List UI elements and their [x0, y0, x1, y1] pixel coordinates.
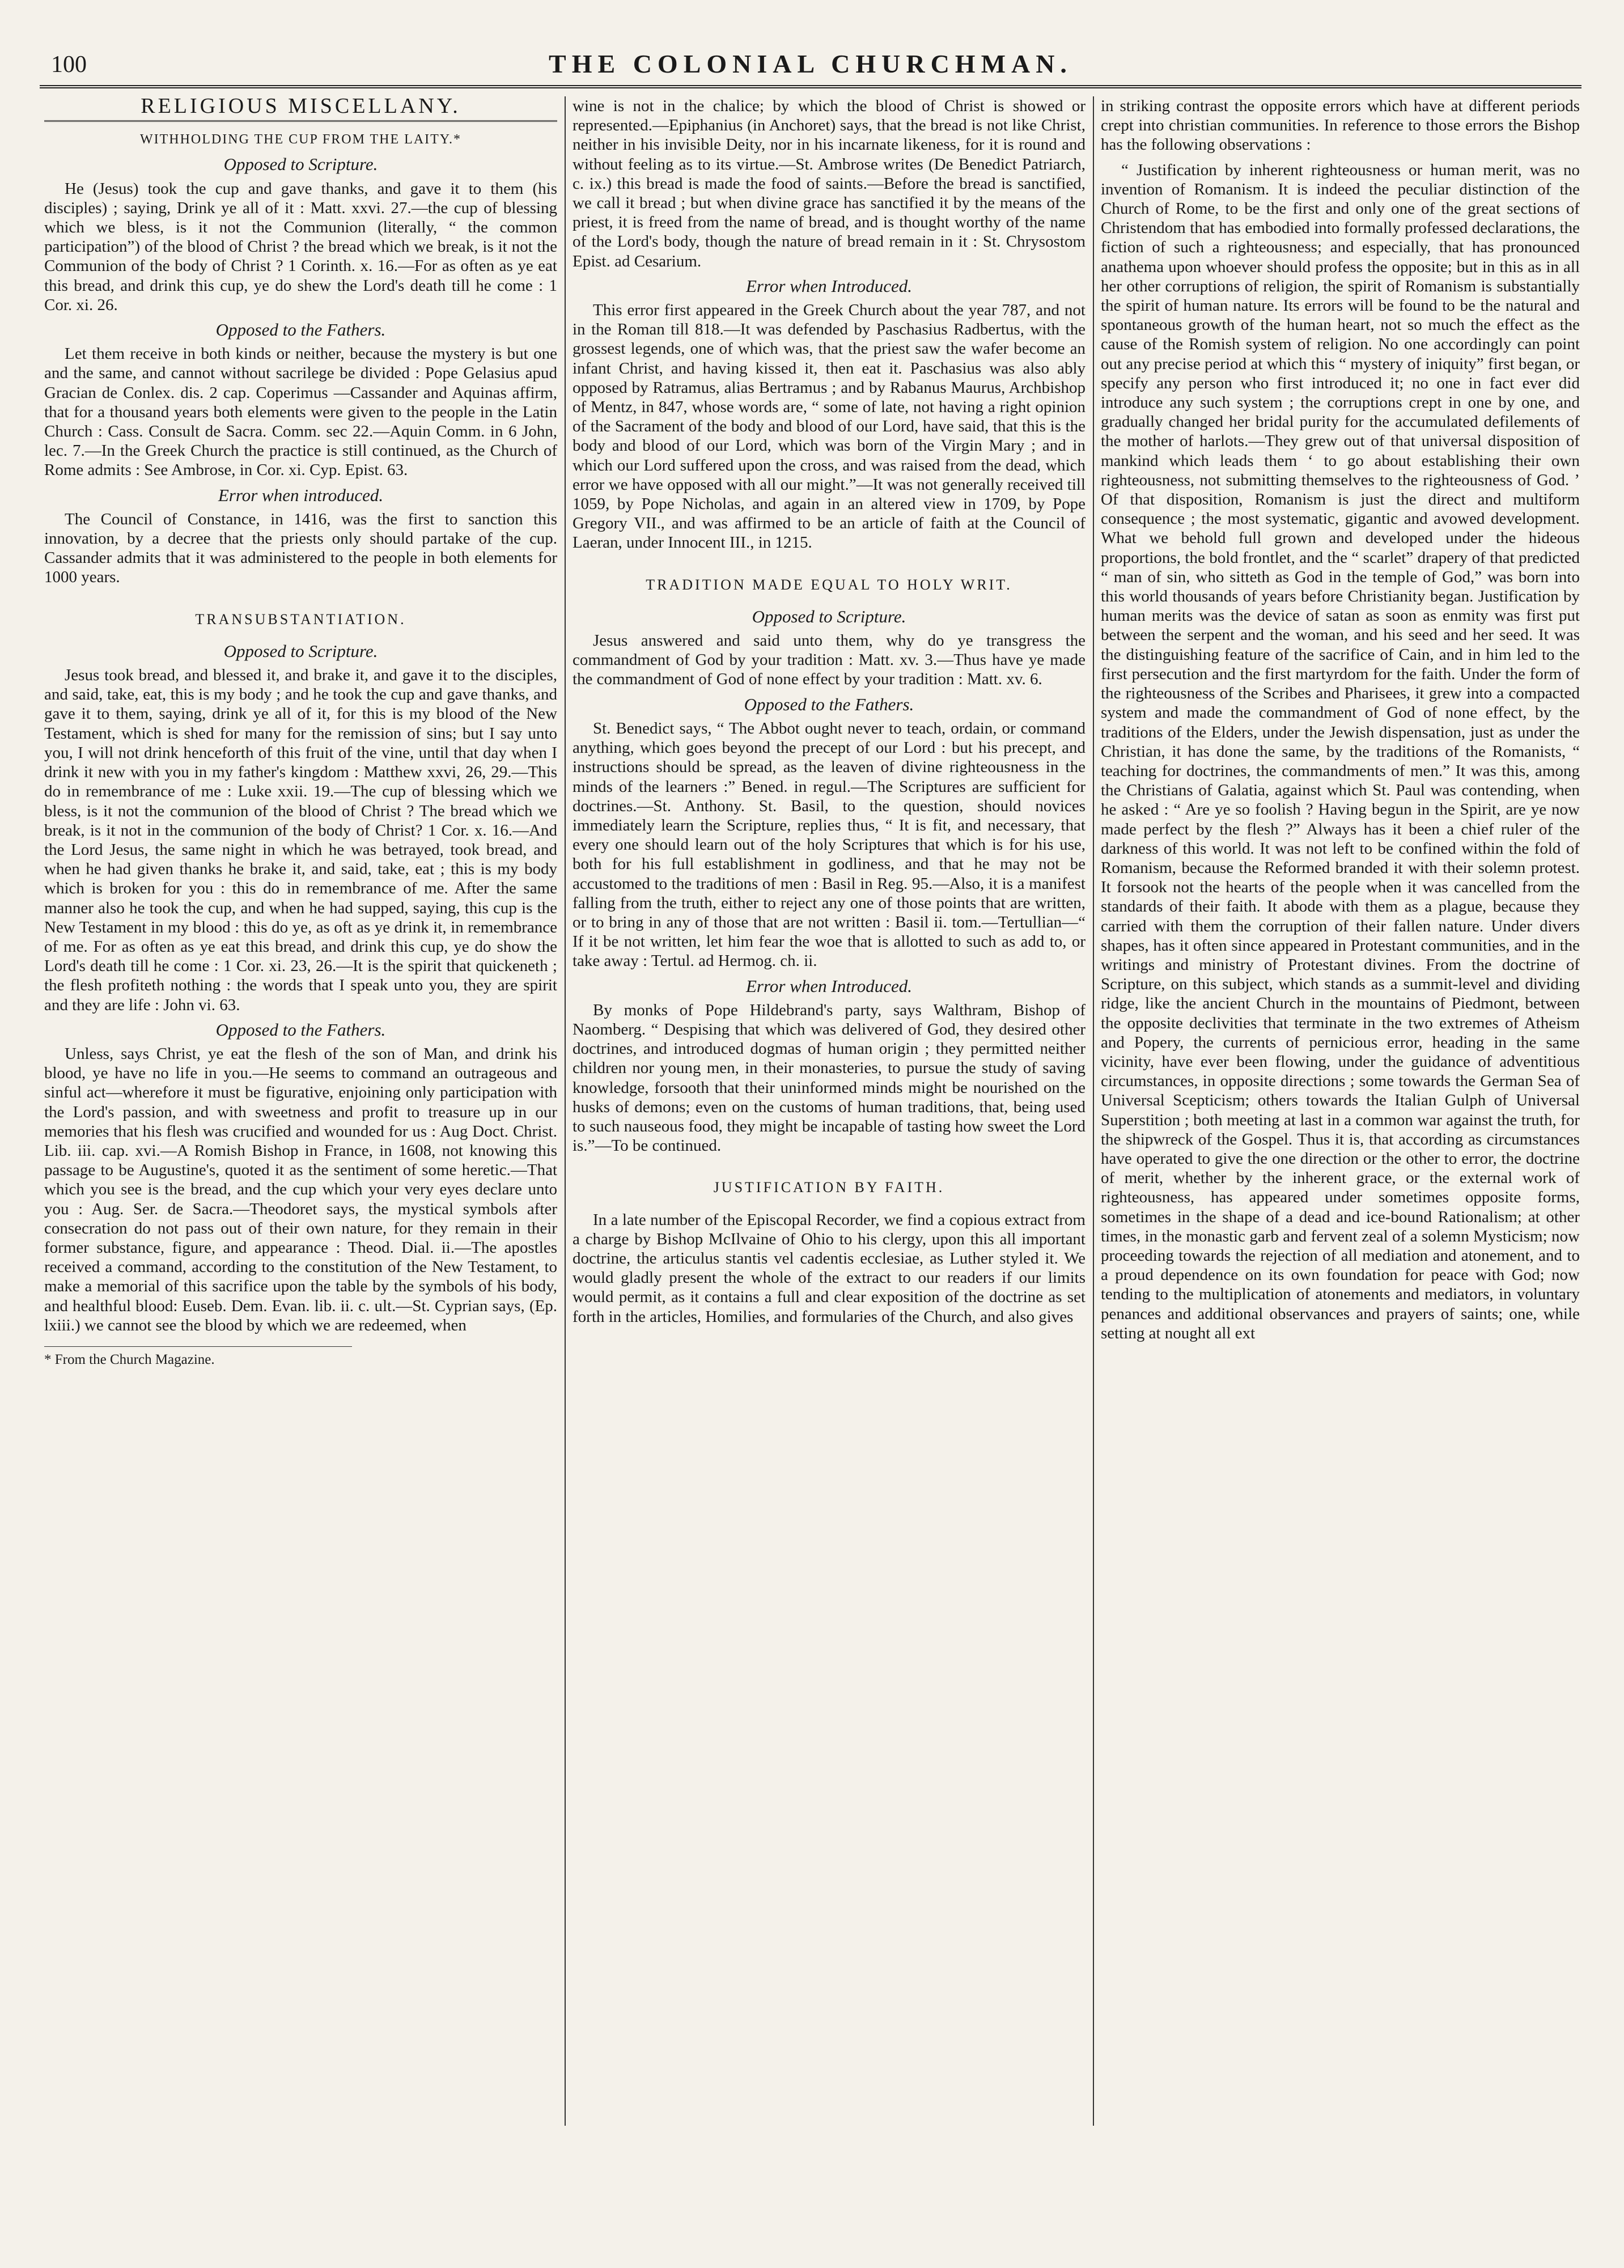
subheading: Opposed to Scripture. [223, 154, 378, 175]
column-2 [573, 96, 1086, 2228]
subheading: Opposed to the Fathers. [215, 320, 386, 340]
subheading: Error when Introduced. [745, 976, 913, 996]
column-divider [565, 96, 566, 2126]
subheading: Opposed to the Fathers. [215, 1019, 386, 1040]
paper-title: THE COLONIAL CHURCHMAN. [549, 49, 1072, 78]
section-title: RELIGIOUS MISCELLANY. [44, 96, 557, 122]
column-divider [1093, 96, 1094, 2126]
paragraph: Unless, says Christ, ye eat the flesh of the son of Man, and drink his blood, ye have no life in you.—He seems to command an outrageous and sinful act—wherefore it must be figurative, enjoining only participation with the Lord's passion, and with sweetness and profit to treasure up in our memories that his flesh was crucified and wounded for us : Aug Doct. Christ. Lib. iii. cap. xvi.—A Romish Bishop in France, in 1608, not knowing this passage to be Augustine's, quoted it as the sentiment of some heretic.—That which you see is the bread, and the cup which your very eyes declare unto you : Aug. Ser. de Sacra.—Theodoret says, the mystical symbols after consecration do not pass out of their own nature, for they remain in their former substance, figure, and appearance : Theod. Dial. ii.—The apostles received a command, according to the constitution of the New Testament, to make a memorial of this sacrifice upon the table by the symbols of his body, and healthful blood: Euseb. Dem. Evan. lib. ii. c. ult.—St. Cyprian says, (Ep. lxiii.) we cannot see the blood by which we are redeemed, when [44, 1044, 557, 1334]
subheading: Error when introduced. [218, 485, 384, 505]
article-subhead: WITHHOLDING THE CUP FROM THE LAITY.* [139, 132, 462, 147]
paragraph: “ Justification by inherent righteousness or human merit, was no invention of Romanism. It is indeed the peculiar distinction of the Church of Rome, to be the first and only one of the great sections of Christendom that has embodied into formally professed declarations, the fiction of such a righteousness; and especially, that has pronounced anathema upon whoever should profess the opposite; but in this as in all her other corruptions of religion, the spirit of Romanism is substantially the spirit of human nature. Its errors will be found to be the natural and spontaneous growth of the human heart, not so much the effect as the cause of the Romish system of religion. No one accordingly can point out any precise period at which this “ mystery of iniquity” first began, or specify any person who first introduced it; no one in fact ever did introduce any such system ; the corruptions crept in one by one, and gradually changed her bridal purity for the accumulated defilements of the mother of harlots.—They grew out of that universal disposition of mankind which leads them ‘ to go about establishing their own righteousness, not submitting themselves to the righteousness of God. ’ Of that disposition, Romanism is just the direct and multiform consequence ; the most systematic, gigantic and avowed development. What we behold full grown and developed under the hideous proportions, the bold frontlet, and the “ scarlet” drapery of that predicted “ man of sin, who sitteth as God in the temple of God,” was born into this world thousands of years before Christianity began. Justification by human merits was the device of satan as soon as enmity was first put between the serpent and the woman, and his seed and her seed. It was the distinguishing feature of the sacrifice of Cain, and in him led to the first persecution and the first martyrdom for the faith. Under the form of the righteousness of the Scribes and Pharisees, it grew into a compacted system and made the commandment of God of none effect, by the traditions of the Elders, under the Jewish dispensation, just as under the Christian, it has done the same, by the traditions of the Romanists, “ teaching for doctrines, the commandments of men.” It was this, among the Christians of Galatia, against which St. Paul was contending, when he asked : “ Are ye so foolish ? Having begun in the Spirit, are ye now made perfect by the flesh ?” Always has it been a chief ruler of the darkness of this world. It was not left to be confined within the fold of Romanism, because the Reformed branded it with their solemn protest. It forsook not the hearts of the people when it was cancelled from the standards of their faith. It abode with them as a plague, because they carried with them the corruption of their fallen nature. Under divers shapes, has it often since appeared in Protestant communities, and in the writings and ministry of Protestant divines. From the doctrine of Scripture, on this subject, which stands as a summit-level and dividing ridge, like the ancient Church in the mountains of Piedmont, between the opposite declivities that terminate in the two extremes of Atheism and Popery, the currents of pernicious error, heading in the same vicinity, have ever been flowing, under the guidance of adventitious circumstances, in opposite directions ; some towards the German Sea of Universal Scepticism; others towards the Italian Gulph of Universal Superstition ; both meeting at last in a common war against the truth, for the shipwreck of the Gospel. Thus it is, that according as circumstances have operated to give the one direction or the other to error, the doctrine of merit, whether by the inherent grace, or the external work of righteousness, has appeared under sometimes opposite forms, sometimes in the shape of a dead and ice-bound Rationalism; at other times, in the monastic garb and fervent zeal of a solemn Mysticism; now proceeding towards the rejection of all mediation and atonement, and to a proud dependence on its own foundation for peace with God; now tending to the multiplication of atonements and mediators, in voluntary penances and additional observances and prayers of saints; one, while setting at nought all ext [1101, 160, 1580, 1342]
paragraph: The Council of Constance, in 1416, was the first to sanction this innovation, by a decree that the priests only should partake of the cup. Cassander admits that it was administered to the people in both elements for 1000 years. [44, 510, 557, 587]
section-title: JUSTIFICATION BY FAITH. [713, 1179, 945, 1196]
page-number: 100 [51, 52, 87, 78]
paragraph: Jesus took bread, and blessed it, and brake it, and gave it to the disciples, and said, take, eat, this is my body ; and he took the cup and gave thanks, and gave it to them, saying, drink ye all of it, for this is my blood of the New Testament, which is shed for many for the remission of sins; but I say unto you, I will not drink henceforth of this fruit of the vine, until that day when I drink it new with you in my father's kingdom : Matthew xxvi, 26, 29.—This do in remembrance of me : Luke xxii. 19.—The cup of blessing which we bless, is it not the communion of the blood of Christ ? The bread which we break, is it not in the communion of the body of Christ? 1 Cor. x. 16.—And the Lord Jesus, the same night in which he was betrayed, took bread, and when he had given thanks he brake it, and said, take, eat ; this is my body which is broken for you : this do in remembrance of me. After the same manner also he took the cup, and when he had supped, saying, this cup is the New Testament in my blood : this do ye, as oft as ye drink it, in remembrance of me. For as often as ye eat this bread, and drink this cup, ye do show the Lord's death till he come : 1 Cor. xi. 23, 26.—It is the spirit that quickeneth ; the flesh profiteth nothing : the words that I speak unto you, they are spirit and they are life : John vi. 63. [44, 666, 557, 1014]
paragraph: In a late number of the Episcopal Recorder, we find a copious extract from a charge by Bishop McIlvaine of Ohio to his clergy, upon this all important doctrine, the articulus stantis vel cadentis ecclesiae, as Luther styled it. We would gladly present the whole of the extract to our readers if our limits would permit, as it contains a full and clear exposition of the doctrine as set forth in the articles, Homilies, and formularies of the Church, and also gives [573, 1210, 1086, 1326]
paragraph: Jesus answered and said unto them, why do ye transgress the commandment of God by your tradition : Matt. xv. 3.—Thus have ye made the commandment of God of none effect by your tradition : Matt. xv. 6. [573, 631, 1086, 689]
masthead [40, 45, 1581, 88]
subheading: Error when Introduced. [745, 275, 913, 296]
paragraph: St. Benedict says, “ The Abbot ought never to teach, ordain, or command anything, which goes beyond the precept of our Lord : but his precept, and instructions should be spread, as the leaven of divine righteousness in the minds of the learners :” Bened. in regul.—The Scriptures are sufficient for doctrines.—St. Anthony. St. Basil, to the question, should novices immediately learn the Scripture, replies thus, “ It is fit, and necessary, that every one should learn out of the holy Scriptures that which is for his use, both for his full establishment in godliness, and that he may not be accustomed to the traditions of men : Basil in Reg. 95.—Also, it is a manifest falling from the truth, either to reject any one of those points that are written, or to bring in any of those that are not written : Basil ii. tom.—Tertullian—“ If it be not written, let him fear the woe that is allotted to such as add to, or take away : Tertul. ad Hermog. ch. ii. [573, 719, 1086, 970]
column-3 [1101, 96, 1580, 2228]
column-1 [44, 96, 557, 2228]
paragraph: This error first appeared in the Greek Church about the year 787, and not in the Roman till 818.—It was defended by Paschasius Radbertus, with the grossest legends, one of which was, that the priest saw the wafer become an infant Christ, and having kissed it, then eat it. Paschasius was also ably opposed by Ratramus, alias Bertramus ; and by Rabanus Maurus, Archbishop of Mentz, in 847, whose words are, “ some of late, not having a right opinion of the Sacrament of the body and blood of our Lord, have said, that this is the body and blood of our Lord, which was born of the Virgin Mary ; and in which our Lord suffered upon the cross, and was raised from the dead, which error we have opposed with all our might.”—It was not generally received till 1059, by Pope Nicholas, and again in an altered view in 1709, by Pope Gregory VII., and was affirmed to be an article of faith at the Council of Laeran, under Innocent III., in 1215. [573, 301, 1086, 552]
paragraph: He (Jesus) took the cup and gave thanks, and gave it to them (his disciples) ; saying, Drink ye all of it : Matt. xxvi. 27.—the cup of blessing which we bless, is it not the Communion (literally, “ the common participation”) of the blood of Christ ? the bread which we break, is it not the Communion of the body of Christ ? 1 Corinth. x. 16.—For as often as ye eat this bread, and drink this cup, ye do shew the Lord's death till he come : 1 Cor. xi. 26. [44, 179, 557, 314]
paragraph: Let them receive in both kinds or neither, because the mystery is but one and the same, and cannot without sacrilege be divided : Pope Gelasius apud Gracian de Conlex. dis. 2 cap. Coperimus —Cassander and Aquinas affirm, that for a thousand years both elements were given to the people in the Latin Church : Cass. Consult de Sacra. Comm. sec 22.—Aquin Comm. in 6 John, lec. 7.—In the Greek Church the practice is still continued, as the Church of Rome admits : See Ambrose, in Cor. xi. Cyp. Epist. 63. [44, 345, 557, 480]
subheading: Opposed to Scripture. [223, 641, 378, 661]
paragraph: in striking contrast the opposite errors which have at different periods crept into christian communities. In reference to those errors the Bishop has the following observations : [1101, 97, 1580, 154]
section-title: TRADITION MADE EQUAL TO HOLY WRIT. [646, 576, 1012, 593]
footnote: * From the Church Magazine. [44, 1346, 352, 1370]
paragraph: wine is not in the chalice; by which the blood of Christ is showed or represented.—Epiphanius (in Anchoret) says, that the bread is not like Christ, neither in his invisible Deity, nor in his incarnate likeness, for it is round and without feeling as to its virtue.—St. Ambrose writes (De Benedict Patriarch, c. ix.) this bread is made the food of saints.—Before the bread is sanctified, we call it bread ; but when divine grace has sanctified it by the means of the priest, it is freed from the name of bread, and is thought worthy of the name of the Lord's body, though the nature of bread remain in it : St. Chrysostom Epist. ad Cesarium. [573, 97, 1086, 270]
subheading: Opposed to the Fathers. [744, 694, 914, 714]
subheading: Opposed to Scripture. [752, 606, 906, 626]
paragraph: By monks of Pope Hildebrand's party, says Walthram, Bishop of Naomberg. “ Despising that which was delivered of God, they desired other doctrines, and introduced dogmas of human origin ; they permitted neither children nor young men, in their monasteries, to pursue the study of saving knowledge, forsooth that their uninformed minds might be nourished on the husks of demons; even on the customs of human traditions, that, being used to such nauseous food, they might be incapable of tasting how sweet the Lord is.”—To be continued. [573, 1001, 1086, 1155]
section-title: TRANSUBSTANTIATION. [195, 611, 406, 628]
